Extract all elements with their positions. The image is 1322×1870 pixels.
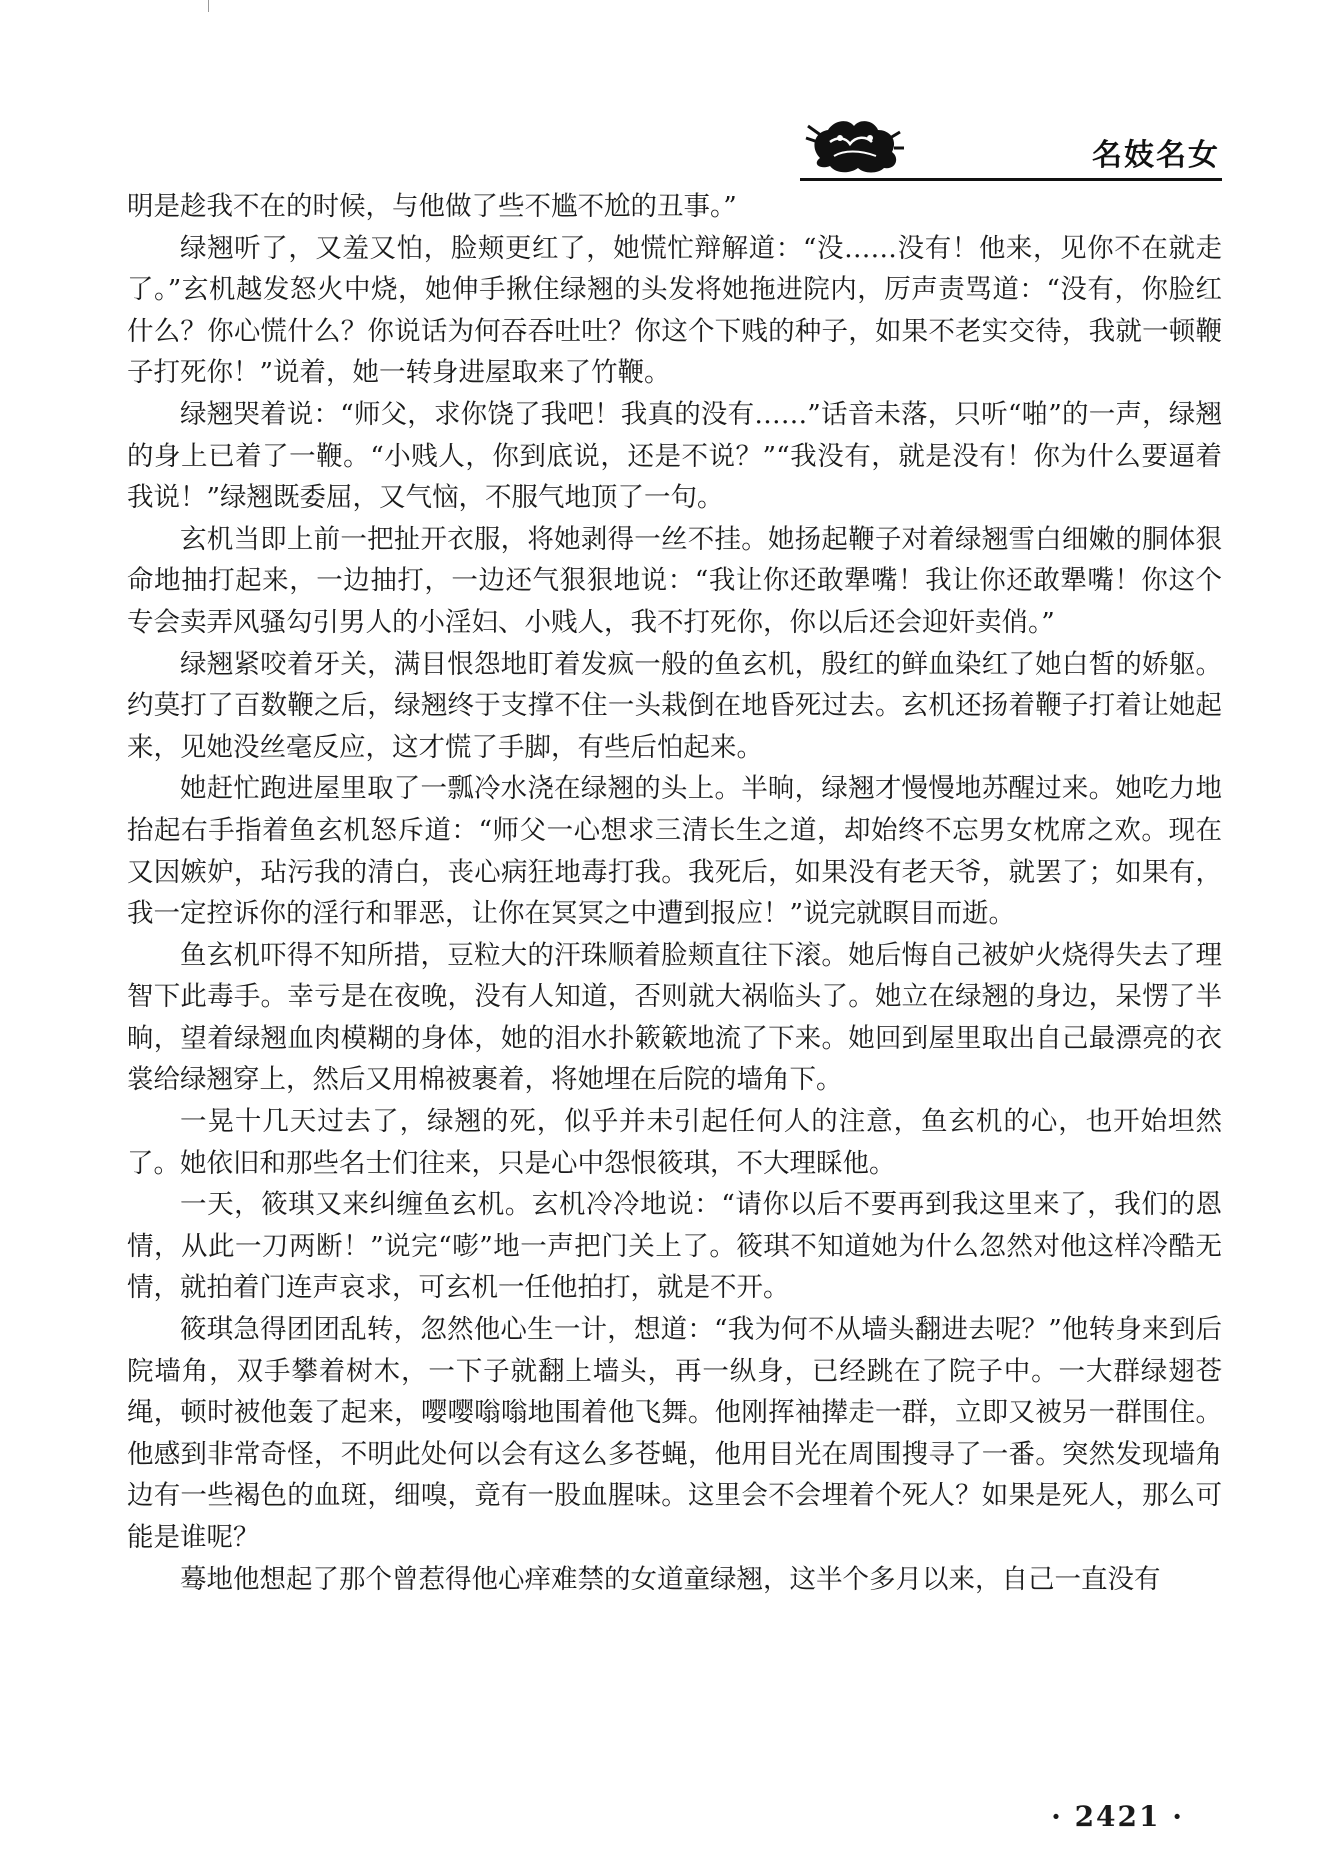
paragraph: 绿翘听了，又羞又怕，脸颊更红了，她慌忙辩解道：“没……没有！他来，见你不在就走了。”玄机越发怒火中烧，她伸手揪住绿翘的头发将她拖进院内，厉声责骂道：“没有，你脸红什么？你心慌什么？你说话为何吞吞吐吐？你这个下贱的种子，如果不老实交待，我就一顿鞭子打死你！”说着，她一转身进屋取来了竹鞭。 bbox=[127, 232, 1222, 389]
body-text bbox=[127, 186, 1222, 1600]
paragraph: 她赶忙跑进屋里取了一瓢冷水浇在绿翘的头上。半晌，绿翘才慢慢地苏醒过来。她吃力地抬起右手指着鱼玄机怒斥道：“师父一心想求三清长生之道，却始终不忘男女枕席之欢。现在又因嫉妒，玷污我的清白，丧心病狂地毒打我。我死后，如果没有老天爷，就罢了；如果有，我一定控诉你的淫行和罪恶，让你在冥冥之中遭到报应！”说完就瞑目而逝。 bbox=[127, 773, 1222, 930]
header-rule bbox=[800, 178, 1222, 181]
paragraph: 一晃十几天过去了，绿翘的死，似乎并未引起任何人的注意，鱼玄机的心，也开始坦然了。她依旧和那些名士们往来，只是心中怨恨筱琪，不大理睬他。 bbox=[127, 1106, 1222, 1179]
paragraph: 明是趁我不在的时候，与他做了些不尴不尬的丑事。” bbox=[127, 191, 737, 222]
section-title: 名妓名女 bbox=[1092, 138, 1220, 173]
running-header bbox=[800, 108, 1230, 178]
paragraph: 一天，筱琪又来纠缠鱼玄机。玄机冷冷地说：“请你以后不要再到我这里来了，我们的恩情，从此一刀两断！”说完“嘭”地一声把门关上了。筱琪不知道她为什么忽然对他这样冷酷无情，就拍着门连声哀求，可玄机一任他拍打，就是不开。 bbox=[127, 1189, 1222, 1304]
dragon-emblem-icon bbox=[800, 108, 910, 178]
paragraph: 玄机当即上前一把扯开衣服，将她剥得一丝不挂。她扬起鞭子对着绿翘雪白细嫩的胴体狠命地抽打起来，一边抽打，一边还气狠狠地说：“我让你还敢犟嘴！我让你还敢犟嘴！你这个专会卖弄风骚勾引男人的小淫妇、小贱人，我不打死你，你以后还会迎奸卖俏。” bbox=[127, 523, 1222, 638]
paragraph: 鱼玄机吓得不知所措，豆粒大的汗珠顺着脸颊直往下滚。她后悔自己被妒火烧得失去了理智下此毒手。幸亏是在夜晚，没有人知道，否则就大祸临头了。她立在绿翘的身边，呆愣了半晌，望着绿翘血肉模糊的身体，她的泪水扑簌簌地流了下来。她回到屋里取出自己最漂亮的衣裳给绿翘穿上，然后又用棉被裹着，将她埋在后院的墙角下。 bbox=[127, 939, 1222, 1096]
paragraph: 蓦地他想起了那个曾惹得他心痒难禁的女道童绿翘，这半个多月以来，自己一直没有 bbox=[180, 1563, 1161, 1595]
paragraph: 绿翘紧咬着牙关，满目恨怨地盯着发疯一般的鱼玄机，殷红的鲜血染红了她白皙的娇躯。约莫打了百数鞭之后，绿翘终于支撑不住一头栽倒在地昏死过去。玄机还扬着鞭子打着让她起来，见她没丝毫反应，这才慌了手脚，有些后怕起来。 bbox=[127, 648, 1222, 763]
paragraph: 筱琪急得团团乱转，忽然他心生一计，想道：“我为何不从墙头翻进去呢？”他转身来到后院墙角，双手攀着树木，一下子就翻上墙头，再一纵身，已经跳在了院子中。一大群绿翅苍绳，顿时被他轰了起来，嘤嘤嗡嗡地围着他飞舞。他刚挥袖撵走一群，立即又被另一群围住。他感到非常奇怪，不明此处何以会有这么多苍蝇，他用目光在周围搜寻了一番。突然发现墙角边有一些褐色的血斑，细嗅，竟有一股血腥味。这里会不会埋着个死人？如果是死人，那么可能是谁呢？ bbox=[127, 1314, 1222, 1553]
paragraph: 绿翘哭着说：“师父，求你饶了我吧！我真的没有……”话音未落，只听“啪”的一声，绿翘的身上已着了一鞭。“小贱人，你到底说，还是不说？”“我没有，就是没有！你为什么要逼着我说！”绿翘既委屈，又气恼，不服气地顶了一句。 bbox=[127, 398, 1222, 514]
page-number: · 2421 · bbox=[1051, 1800, 1184, 1833]
scan-mark bbox=[208, 0, 209, 12]
